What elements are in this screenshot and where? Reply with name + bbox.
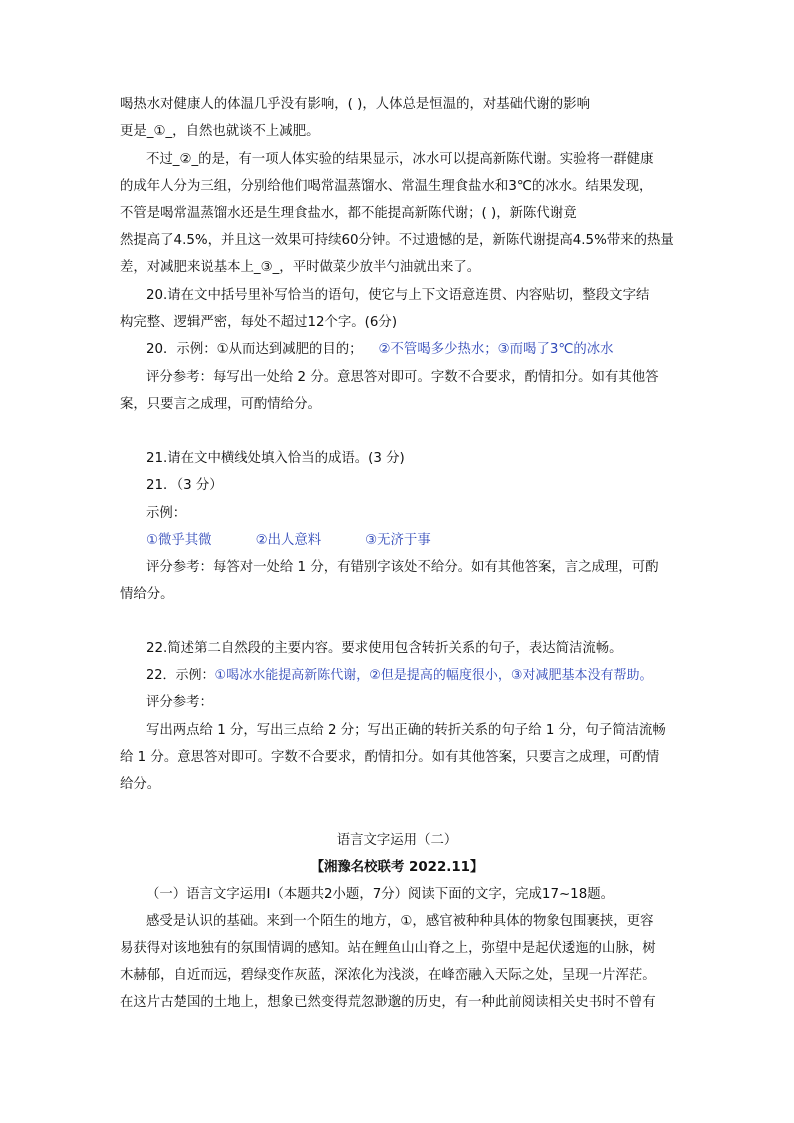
score-note: 评分参考：每答对一处给 1 分，有错别字该处不给分。如有其他答案，言之成理，可酌 [146,560,659,575]
passage-line: 更是_①_，自然也就谈不上减肥。 [120,124,320,139]
question-20: 20.请在文中括号里补写恰当的语句，使它与上下文语意连贯、内容贴切，整段文字结 [146,288,650,303]
passage-line: 不管是喝常温蒸馏水还是生理食盐水，都不能提高新陈代谢；( )，新陈代谢竟 [120,206,577,221]
answer-20 [146,341,614,359]
answer-prefix: 22．示例： [146,668,215,683]
question-20-cont: 构完整、逻辑严密，每处不超过12个字。(6分) [120,315,398,330]
passage-line: 易获得对该地独有的氛围情调的感知。站在鲤鱼山山脊之上，弥望中是起伏逶迤的山脉，树 [120,941,656,956]
score-note: 给 1 分。意思答对即可。字数不合要求，酌情扣分。如有其他答案，只要言之成理，可酌情 [120,750,660,765]
answer-text: ②不管喝多少热水；③而喝了3℃的冰水 [378,342,614,357]
example-label: 示例： [146,506,187,521]
question-22: 22.简述第二自然段的主要内容。要求使用包含转折关系的句子，表达简洁流畅。 [146,641,623,656]
answer-item: ③无济于事 [365,533,431,548]
answer-text: ①从而达到减肥的目的； [216,342,363,357]
section-source: 【湘豫名校联考 2022.11】 [310,860,484,875]
score-note: 给分。 [120,777,161,792]
passage-line: 在这片古楚国的土地上，想象已然变得荒忽渺邈的历史，有一种此前阅读相关史书时不曾有 [120,995,656,1010]
passage-line: 然提高了4.5%，并且这一效果可持续60分钟。不过遗憾的是，新陈代谢提高4.5%带来的热量 [120,233,674,248]
passage-line: 喝热水对健康人的体温几乎没有影响，( )，人体总是恒温的，对基础代谢的影响 [120,97,590,112]
passage-line: 木赫郁，自近而远，碧绿变作灰蓝，深浓化为浅淡，在峰峦融入天际之处，呈现一片浑茫。 [120,968,656,983]
section-intro: （一）语言文字运用Ⅰ（本题共2小题，7分）阅读下面的文字，完成17~18题。 [146,887,615,902]
answer-21-label: 21．（3 分） [146,478,223,493]
passage-line: 不过_②_的是，有一项人体实验的结果显示，冰水可以提高新陈代谢。实验将一群健康 [146,152,654,167]
passage-line: 的成年人分为三组，分别给他们喝常温蒸馏水、常温生理食盐水和3℃的冰水。结果发现， [120,179,653,194]
score-note: 写出两点给 1 分，写出三点给 2 分；写出正确的转折关系的句子给 1 分，句子简洁流畅 [146,723,666,738]
score-note: 情给分。 [120,587,174,602]
question-21: 21.请在文中横线处填入恰当的成语。(3 分) [146,451,405,466]
answer-item: ②出人意料 [255,533,322,548]
answer-21 [146,532,431,550]
passage-line: 感受是认识的基础。来到一个陌生的地方，①，感官被种种具体的物象包围裹挟，更容 [146,914,654,929]
answer-text: ①喝冰水能提高新陈代谢，②但是提高的幅度很小，③对减肥基本没有帮助。 [214,668,653,683]
answer-item: ①微乎其微 [146,533,212,548]
score-label: 评分参考： [146,695,213,710]
answer-prefix: 20．示例： [146,342,217,357]
score-note: 评分参考：每写出一处给 2 分。意思答对即可。字数不合要求，酌情扣分。如有其他答 [146,370,659,385]
answer-22 [146,667,653,685]
passage-line: 差，对减肥来说基本上_③_，平时做菜少放半勺油就出来了。 [120,260,481,275]
section-title: 语言文字运用（二） [336,833,458,848]
score-note: 案，只要言之成理，可酌情给分。 [120,397,321,412]
